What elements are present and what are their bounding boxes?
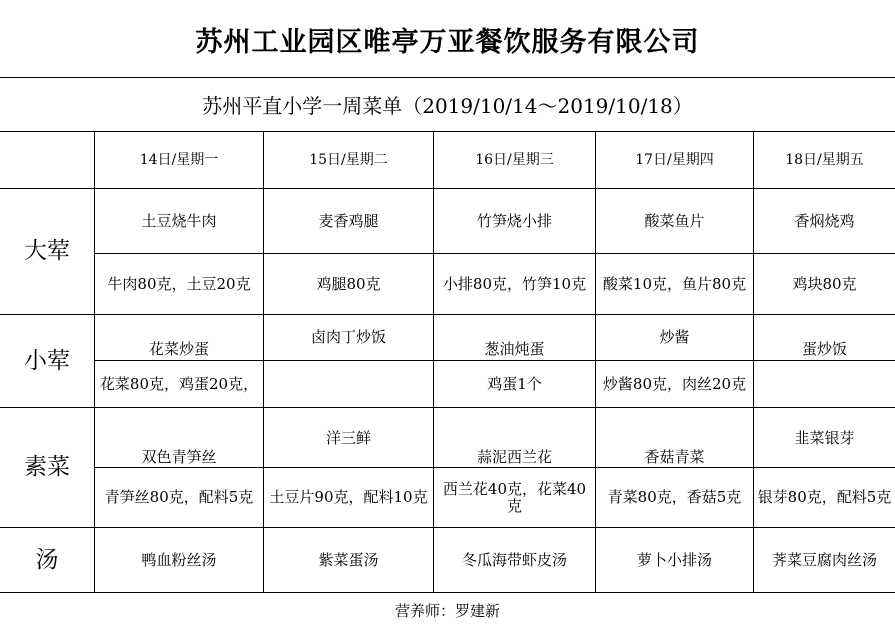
main-dish-ingredients: 鸡腿80克: [316, 274, 381, 293]
small-dish-name: 炒酱: [659, 327, 690, 346]
soup-name: 荠菜豆腐肉丝汤: [771, 550, 877, 569]
nutritionist-signature: 营养师：罗建新: [394, 601, 500, 620]
vegetable-name: 双色青笋丝: [141, 447, 217, 466]
category-label: 小荤: [24, 347, 70, 374]
category-label: 大荤: [24, 238, 70, 264]
divider: [0, 314, 895, 315]
soup-name: 紫菜蛋汤: [318, 550, 379, 569]
small-dish-name: 蛋炒饭: [801, 339, 847, 358]
category-label: 素菜: [24, 454, 70, 480]
menu-subtitle: 苏州平直小学一周菜单（2019/10/14～2019/10/18）: [202, 94, 693, 118]
vegetable-name: 香菇青菜: [644, 447, 705, 466]
vegetable-ingredients: 银芽80克，配料5克: [757, 488, 892, 506]
soup-name: 鸭血粉丝汤: [141, 550, 217, 569]
small-dish-ingredients: 鸡蛋1个: [487, 374, 542, 393]
main-dish-name: 竹笋烧小排: [476, 211, 552, 230]
vegetable-name: 韭菜银芽: [794, 428, 855, 447]
small-dish-ingredients: [264, 361, 433, 407]
vegetable-name: 蒜泥西兰花: [476, 447, 552, 466]
small-dish-ingredients: 花菜80克，鸡蛋20克，: [99, 374, 259, 393]
main-dish-name: 麦香鸡腿: [318, 211, 379, 230]
vegetable-ingredients: 土豆片90克，配料10克: [269, 488, 428, 506]
divider: [0, 407, 895, 408]
vegetable-ingredients: 青笋丝80克，配料5克: [104, 488, 254, 506]
small-dish-name: 卤肉丁炒饭: [310, 327, 386, 346]
main-dish-name: 土豆烧牛肉: [141, 211, 217, 230]
main-dish-ingredients: 鸡块80克: [792, 274, 857, 293]
day-header: 14日/星期一: [139, 151, 219, 168]
vegetable-ingredients: 西兰花40克，花菜40克: [442, 479, 587, 515]
small-dish-ingredients: [754, 361, 895, 407]
main-dish-ingredients: 小排80克，竹笋10克: [442, 274, 587, 293]
main-dish-ingredients: 酸菜10克，鱼片80克: [602, 274, 747, 293]
soup-name: 萝卜小排汤: [636, 550, 712, 569]
main-dish-name: 酸菜鱼片: [644, 211, 705, 230]
small-dish-name: 葱油炖蛋: [484, 339, 545, 358]
main-dish-ingredients: 牛肉80克，土豆20克: [107, 274, 251, 293]
day-header: 17日/星期四: [635, 151, 714, 168]
small-dish-ingredients: 炒酱80克，肉丝20克: [602, 374, 747, 393]
divider: [0, 592, 895, 593]
vegetable-ingredients: 青菜80克，香菇5克: [607, 488, 742, 506]
small-dish-name: 花菜炒蛋: [148, 339, 209, 358]
day-header: 15日/星期二: [309, 151, 388, 168]
day-header: 18日/星期五: [785, 151, 864, 168]
divider: [0, 77, 895, 78]
main-dish-name: 香焖烧鸡: [794, 211, 855, 230]
company-title: 苏州工业园区唯亭万亚餐饮服务有限公司: [195, 26, 700, 58]
soup-name: 冬瓜海带虾皮汤: [461, 550, 567, 569]
day-header: 16日/星期三: [475, 151, 554, 168]
vegetable-name: 洋三鲜: [325, 428, 371, 447]
category-label: 汤: [35, 546, 59, 573]
